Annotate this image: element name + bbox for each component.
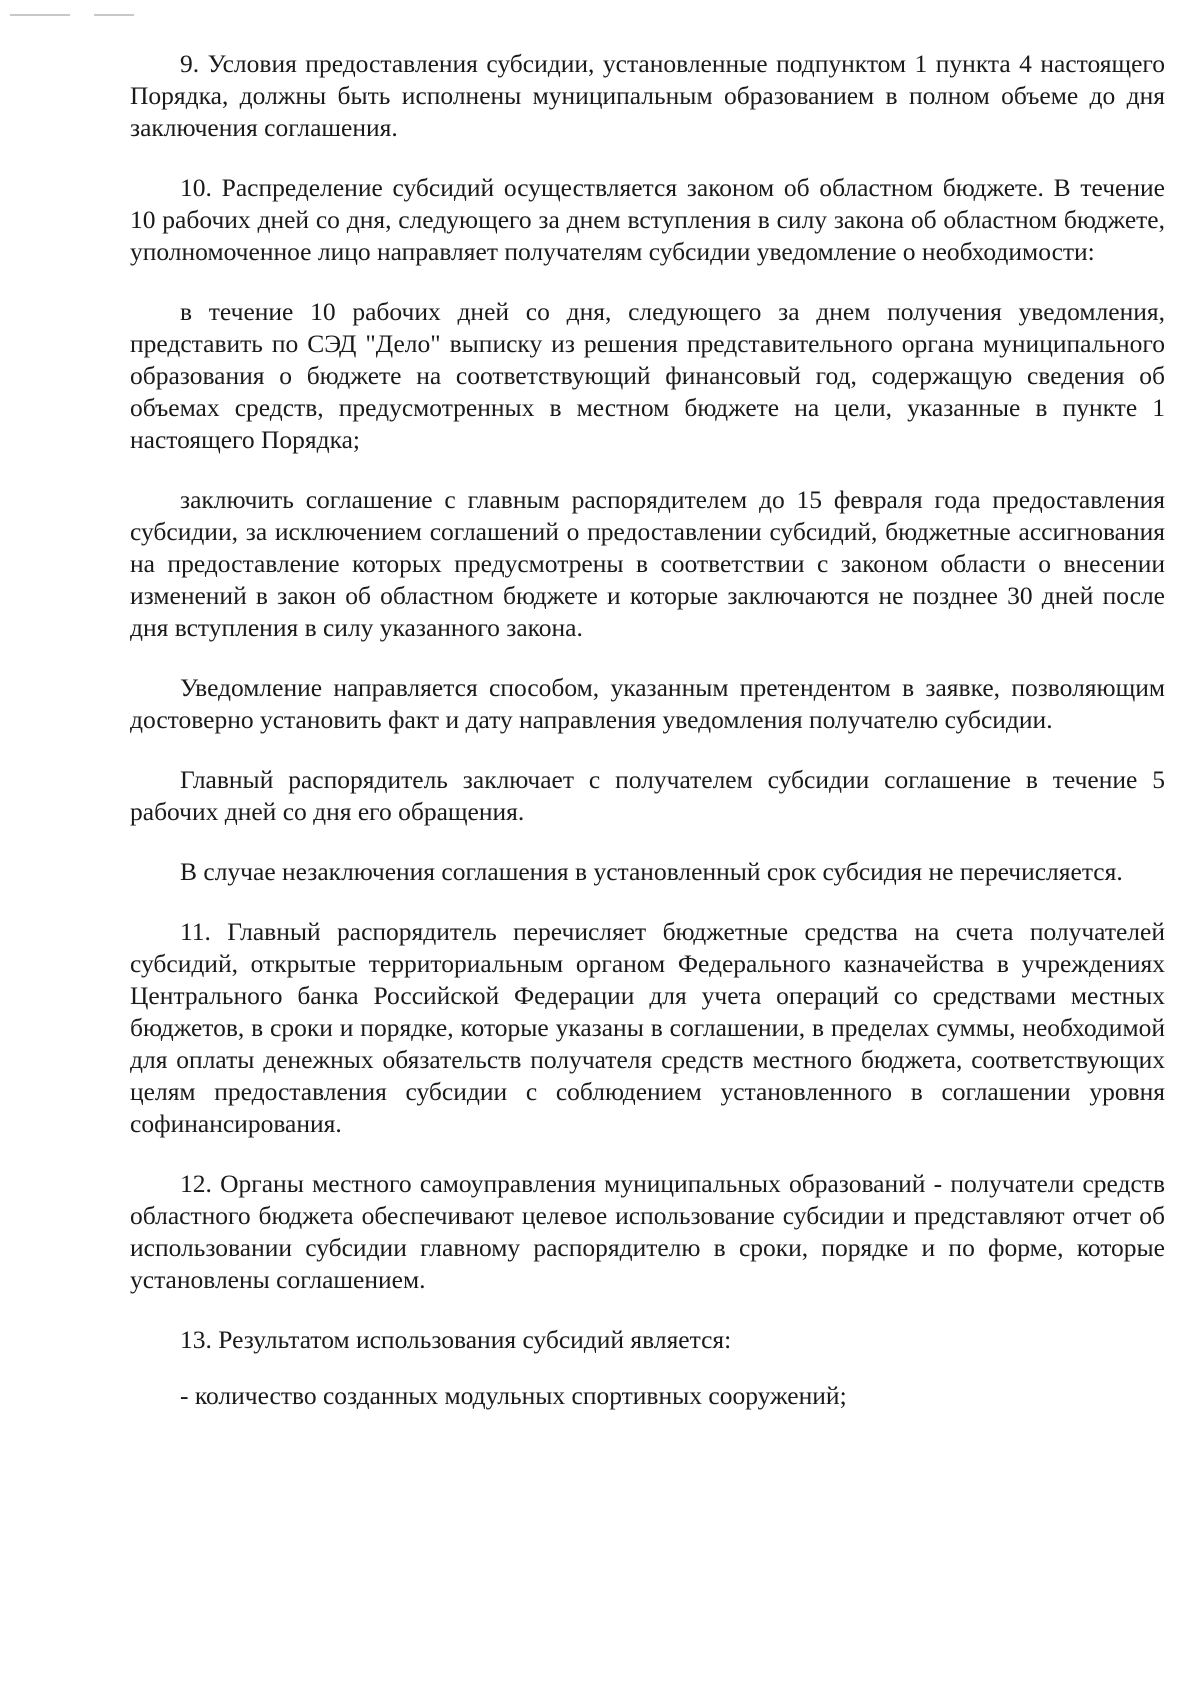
paragraph-13-result-item: - количество созданных модульных спортивных сооружений; xyxy=(180,1381,847,1410)
document-body xyxy=(130,48,1165,1440)
paragraph-non-conclusion: В случае незаключения соглашения в установленный срок субсидия не перечисляется. xyxy=(180,857,1123,886)
paragraph-9: 9. Условия предоставления субсидии, установленные подпунктом 1 пункта 4 настоящего Порядка, должны быть исполнены муниципальным образованием в полном объеме до дня заключения соглашения. xyxy=(130,49,1165,142)
paragraph-notification-method: Уведомление направляется способом, указанным претендентом в заявке, позволяющим достоверно установить факт и дату направления уведомления получателю субсидии. xyxy=(130,673,1165,734)
scan-artifact xyxy=(10,6,180,12)
paragraph-10-item-statement: в течение 10 рабочих дней со дня, следующего за днем получения уведомления, представить по СЭД "Дело" выписку из решения представительного органа муниципального образования о бюджете на соответствующий финансовый год, содержащую сведения об объемах средств, предусмотренных в местном бюджете на цели, указанные в пункте 1 настоящего Порядка; xyxy=(130,297,1165,454)
paragraph-13: 13. Результатом использования субсидий является: xyxy=(180,1325,732,1354)
paragraph-12: 12. Органы местного самоуправления муниципальных образований - получатели средств областного бюджета обеспечивают целевое использование субсидии и представляют отчет об использовании субсидии главному распорядителю в сроки, порядке и по форме, которые установлены соглашением. xyxy=(130,1169,1165,1294)
paragraph-10: 10. Распределение субсидий осуществляется законом об областном бюджете. В течение 10 рабочих дней со дня, следующего за днем вступления в силу закона об областном бюджете, уполномоченное лицо направляет получателям субсидии уведомление о необходимости: xyxy=(130,173,1165,266)
paragraph-11: 11. Главный распорядитель перечисляет бюджетные средства на счета получателей субсидий, открытые территориальным органом Федерального казначейства в учреждениях Центрального банка Российской Федерации для учета операций со средствами местных бюджетов, в сроки и порядке, которые указаны в соглашении, в пределах суммы, необходимой для оплаты денежных обязательств получателя средств местного бюджета, соответствующих целям предоставления субсидии с соблюдением установленного в соглашении уровня софинансирования. xyxy=(130,917,1165,1138)
paragraph-agreement-term: Главный распорядитель заключает с получателем субсидии соглашение в течение 5 рабочих дней со дня его обращения. xyxy=(130,765,1165,826)
paragraph-10-item-agreement: заключить соглашение с главным распорядителем до 15 февраля года предоставления субсидии, за исключением соглашений о предоставлении субсидий, бюджетные ассигнования на предоставление которых предусмотрены в соответствии с законом области о внесении изменений в закон об областном бюджете и которые заключаются не позднее 30 дней после дня вступления в силу указанного закона. xyxy=(130,485,1165,642)
